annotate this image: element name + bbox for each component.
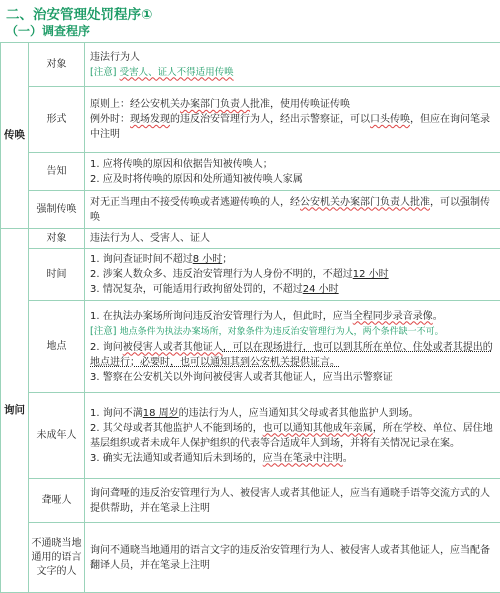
place-text: ，可以在现场进行，也可以到其所在单位、住处或者其提出的地点进行；必要时，也可以通知其到公安机关提供证言。 <box>90 342 493 368</box>
place-line: 3. 警察在公安机关以外询问被侵害人或者其他证人，应当出示警察证 <box>90 370 495 385</box>
time-value: 12 小时 <box>353 269 389 280</box>
note-tag: [注意] <box>90 326 116 337</box>
note-text: 地点条件为执法办案场所，对象条件为违反治安管理行为人，两个条件缺一不可。 <box>120 327 444 337</box>
minor-text: 的违法行为人，应当通知其父母或者其他监护人到场。 <box>179 408 419 419</box>
cell-summon-forced <box>85 191 500 229</box>
cell-inquiry-object: 违法行为人、受害人、证人 <box>85 229 500 249</box>
row-label-summon-notify: 告知 <box>29 153 85 191</box>
time-text: 2. 涉案人数众多、违反治安管理行为人身份不明的，不超过 <box>90 269 353 280</box>
minor-value: 18 周岁 <box>143 408 179 419</box>
cell-summon-object <box>85 43 500 87</box>
cell-inquiry-language: 询问不通晓当地通用的语言文字的违反治安管理行为人、被侵害人或者其他证人，应当配备翻译人员，并在笔录上注明 <box>85 523 500 593</box>
table-row <box>1 191 500 229</box>
group-label-inquiry: 询问 <box>1 229 29 593</box>
row-label-summon-object: 对象 <box>29 43 85 87</box>
form-text: 的违反治安管理行为人，经出示警察证，可以 <box>170 114 370 125</box>
form-text: ，但应在询问笔录中注明 <box>90 114 490 140</box>
cell-inquiry-place <box>85 301 500 393</box>
note-tag: [注意] <box>90 67 116 78</box>
table-row <box>1 393 500 479</box>
form-emphasis: 口头传唤 <box>370 114 410 125</box>
table-row <box>1 249 500 301</box>
minor-emphasis: 也可以通知其他成年亲属 <box>263 423 373 434</box>
row-label-inquiry-minor: 未成年人 <box>29 393 85 479</box>
cell-summon-form <box>85 87 500 153</box>
minor-text: 1. 询问不满 <box>90 408 143 419</box>
form-text: 例外时： <box>90 114 130 125</box>
forced-text: 对无正当理由不接受传唤或者逃避传唤的人，经 <box>90 197 300 208</box>
table-row <box>1 153 500 191</box>
place-text: 。 <box>433 311 443 322</box>
row-label-inquiry-time: 时间 <box>29 249 85 301</box>
summon-object-text: 违法行为人 <box>90 50 495 65</box>
table-row <box>1 301 500 393</box>
section-heading: 二、治安管理处罚程序① <box>6 3 152 23</box>
row-label-summon-forced: 强制传唤 <box>29 191 85 229</box>
subsection-heading: （一）调查程序 <box>6 22 90 39</box>
form-text: 原则上：经公安机关 <box>90 99 180 110</box>
minor-text: ，所在学校、单位、居住地基层组织或者未成年人保护组织的代表等合适成年人到场，并将有关情况记录在案。 <box>90 423 493 449</box>
cell-inquiry-time <box>85 249 500 301</box>
notify-line: 1. 应将传唤的原因和依据告知被传唤人； <box>90 157 495 172</box>
row-label-summon-form: 形式 <box>29 87 85 153</box>
forced-emphasis: 公安机关办案部门负责人批准 <box>300 197 430 208</box>
row-label-inquiry-language: 不通晓当地通用的语言文字的人 <box>29 523 85 593</box>
minor-text: 3. 确实无法通知或者通知后未到场的， <box>90 453 263 464</box>
minor-text: 2. 其父母或者其他监护人不能到场的， <box>90 423 263 434</box>
forced-text: ，可以强制传唤 <box>90 197 490 223</box>
form-emphasis: 办案部门负责人 <box>180 99 250 110</box>
table-row <box>1 229 500 249</box>
time-text: ； <box>222 254 232 265</box>
place-emphasis: 全程同步录音录像 <box>353 311 433 322</box>
place-emphasis: 被侵害人或者其他证人 <box>123 342 223 353</box>
cell-inquiry-deaf: 询问聋哑的违反治安管理行为人、被侵害人或者其他证人，应当有通晓手语等交流方式的人提供帮助，并在笔录上注明 <box>85 479 500 523</box>
form-emphasis: 现场发现 <box>130 114 170 125</box>
notify-line: 2. 应及时将传唤的原因和处所通知被传唤人家属 <box>90 172 495 187</box>
cell-inquiry-minor <box>85 393 500 479</box>
note-text: 受害人、证人不得适用传唤 <box>120 67 234 78</box>
time-value: 24 小时 <box>303 284 339 295</box>
table-row <box>1 479 500 523</box>
cell-summon-notify <box>85 153 500 191</box>
time-text: 1. 询问查证时间不超过 <box>90 254 193 265</box>
minor-emphasis: 应当在笔录中注明 <box>263 453 343 464</box>
time-text: 3. 情况复杂，可能适用行政拘留处罚的，不超过 <box>90 284 303 295</box>
table-row <box>1 523 500 593</box>
place-text: 1. 在执法办案场所询问违反治安管理行为人，但此时，应当 <box>90 311 353 322</box>
form-text: 批准，使用传唤证传唤 <box>250 99 350 110</box>
table-row <box>1 43 500 87</box>
place-text: 2. 询问 <box>90 342 123 353</box>
time-value: 8 小时 <box>193 254 223 265</box>
procedure-table <box>0 42 500 593</box>
group-label-summon: 传唤 <box>1 43 29 229</box>
minor-text: 。 <box>343 453 353 464</box>
row-label-inquiry-place: 地点 <box>29 301 85 393</box>
table-row <box>1 87 500 153</box>
row-label-inquiry-object: 对象 <box>29 229 85 249</box>
row-label-inquiry-deaf: 聋哑人 <box>29 479 85 523</box>
